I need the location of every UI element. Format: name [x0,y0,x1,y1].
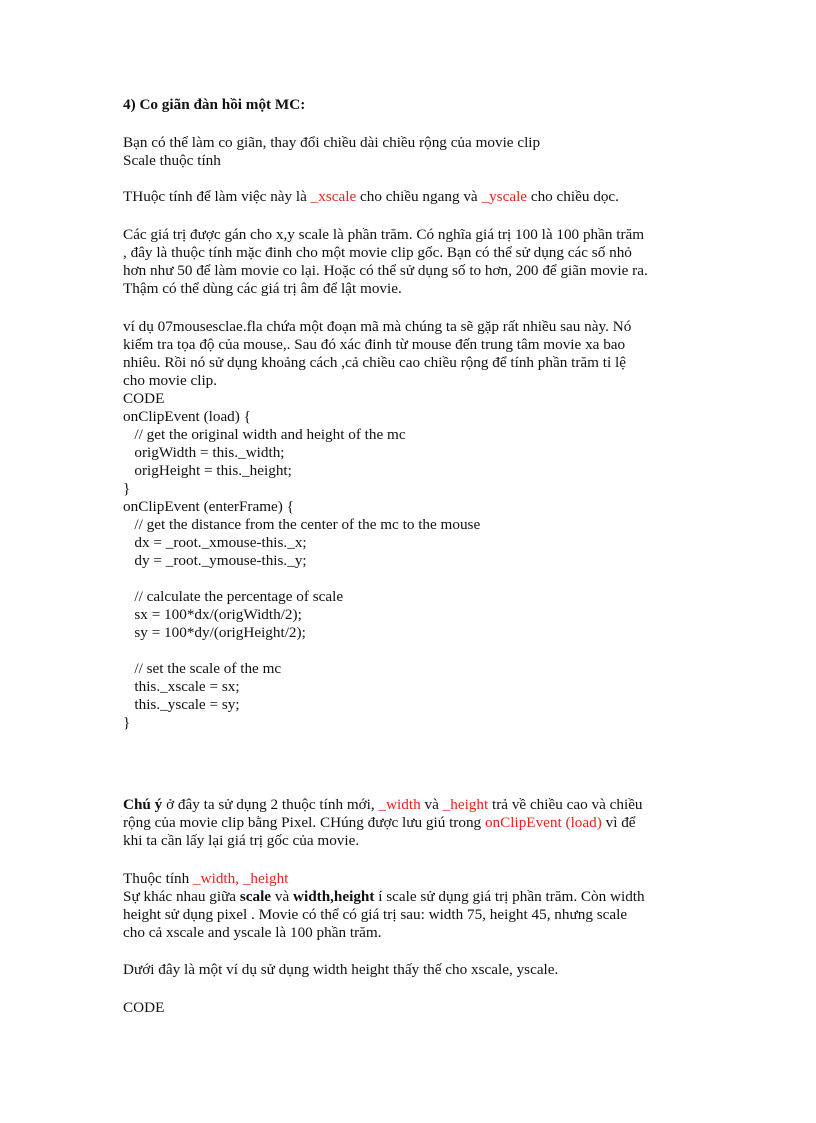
code-line: } [123,480,131,497]
note-text: và [420,796,443,813]
width-keyword: _width [378,796,421,813]
wh-line-1 [123,888,645,906]
wh-text: Thuộc tính [123,870,194,887]
height-keyword: _height [442,796,489,813]
event-keyword: onClipEvent (load) [484,814,602,831]
note-text: rộng của movie clip bằng Pixel. CHúng được lưu giú trong [123,814,485,831]
code-line: onClipEvent (enterFrame) { [123,498,294,515]
wh-text: , [235,870,243,887]
code-label-2: CODE [123,999,165,1016]
wh-text: í scale sử dụng giá trị phần trăm. Còn width [374,888,645,905]
properties-text-mid: cho chiều ngang và [356,188,482,205]
code-line: this._xscale = sx; [123,678,240,695]
scale-bold: scale [239,888,272,905]
final-paragraph: Dưới đây là một ví dụ sử dụng width height thấy thế cho xscale, yscale. [123,961,559,978]
example-paragraph-line: ví dụ 07mousesclae.fla chứa một đoạn mã mà chúng ta sẽ gặp rất nhiều sau này. Nó [123,318,632,335]
note-line-2 [123,814,636,832]
width-keyword: _width [193,870,236,887]
note-bold-label: Chú ý [123,796,163,813]
note-line-3: khi ta cần lấy lại giá trị gốc của movie. [123,832,360,849]
height-keyword: _height [242,870,289,887]
intro-line-2: Scale thuộc tính [123,152,221,169]
code-line: dx = _root._xmouse-this._x; [123,534,307,551]
yscale-keyword: _yscale [481,188,528,205]
wh-line-3: cho cả xscale and yscale là 100 phần trăm. [123,924,382,941]
code-line: sy = 100*dy/(origHeight/2); [123,624,306,641]
code-line: // calculate the percentage of scale [123,588,344,605]
code-line: origHeight = this._height; [123,462,292,479]
section-heading: 4) Co giãn đàn hồi một MC: [123,96,306,113]
code-line: // get the distance from the center of the mc to the mouse [123,516,481,533]
code-line: dy = _root._ymouse-this._y; [123,552,307,569]
code-line: // set the scale of the mc [123,660,282,677]
example-paragraph-line: cho movie clip. [123,372,218,389]
code-line: // get the original width and height of the mc [123,426,406,443]
percent-paragraph-line: hơn như 50 để làm movie co lại. Hoặc có thể sử dụng số to hơn, 200 để giãn movie ra. [123,262,648,279]
wh-text: và [271,888,293,905]
example-paragraph-line: nhiêu. Rồi nó sử dụng khoảng cách ,cả chiều cao chiều rộng để tính phần trăm tỉ lệ [123,354,626,371]
code-label: CODE [123,390,165,407]
note-text: ở đây ta sử dụng 2 thuộc tính mới, [162,796,379,813]
wh-text: Sự khác nhau giữa [123,888,240,905]
note-text: vì để [601,814,636,831]
percent-paragraph-line: Các giá trị được gán cho x,y scale là phần trăm. Có nghĩa giá trị 100 là 100 phần trăm [123,226,645,243]
code-line: this._yscale = sy; [123,696,240,713]
code-line: } [123,714,131,731]
properties-text-post: cho chiều dọc. [527,188,619,205]
percent-paragraph-line: Thậm có thể dùng các giá trị âm để lật movie. [123,280,402,297]
width-height-bold: width,height [293,888,375,905]
note-line-1 [123,796,643,814]
wh-heading-line [123,870,288,888]
properties-line [123,188,619,206]
properties-text-pre: THuộc tính để làm việc này là [123,188,311,205]
xscale-keyword: _xscale [310,188,357,205]
code-line: sx = 100*dx/(origWidth/2); [123,606,302,623]
example-paragraph-line: kiểm tra tọa độ của mouse,. Sau đó xác đinh từ mouse đến trung tâm movie xa bao [123,336,626,353]
code-line: origWidth = this._width; [123,444,285,461]
wh-line-2: height sử dụng pixel . Movie có thể có giá trị sau: width 75, height 45, nhưng scale [123,906,628,923]
percent-paragraph-line: , đây là thuộc tính mặc đinh cho một movie clip gốc. Bạn có thể sử dụng các số nhỏ [123,244,632,261]
intro-line-1: Bạn có thể làm co giãn, thay đổi chiều dài chiều rộng của movie clip [123,134,541,151]
note-text: trả về chiều cao và chiều [488,796,643,813]
code-line: onClipEvent (load) { [123,408,251,425]
